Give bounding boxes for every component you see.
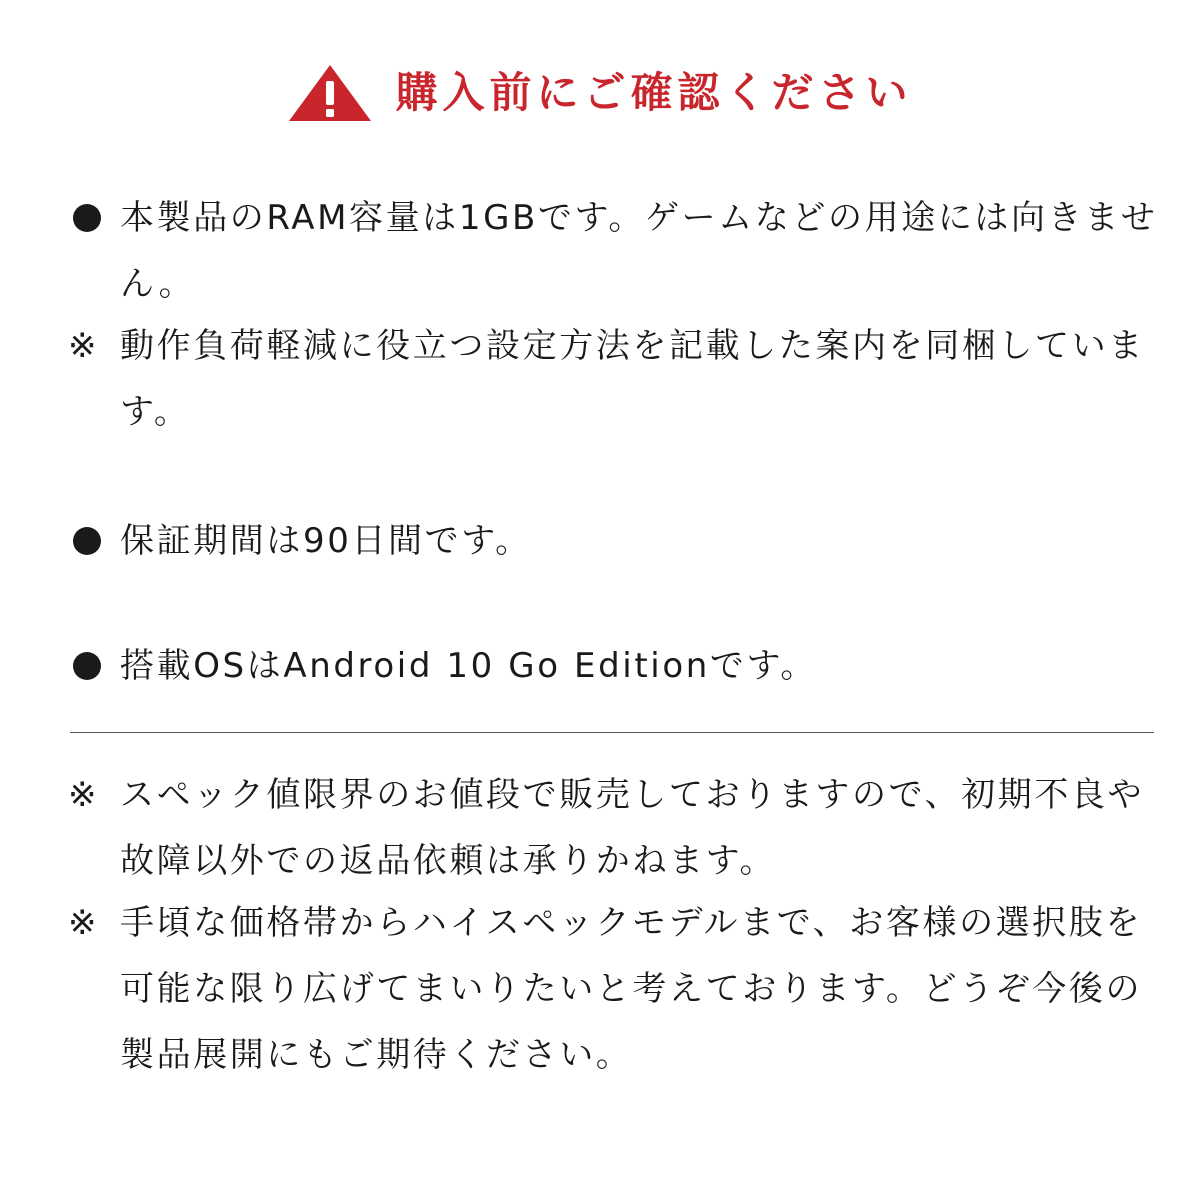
header <box>0 62 1200 124</box>
notice-item-settings-guide <box>68 313 1170 445</box>
notice-text: 動作負荷軽減に役立つ設定方法を記載した案内を同梱しています。 <box>120 326 1145 432</box>
warning-triangle-icon <box>287 63 373 123</box>
note-mark-symbol: ※ <box>68 775 100 815</box>
notice-text: 本製品のRAM容量は1GBです。ゲームなどの用途には向きません。 <box>120 198 1158 304</box>
bullet-dot-icon <box>73 652 101 680</box>
note-mark-symbol: ※ <box>68 326 100 366</box>
header-inner <box>287 63 912 123</box>
bullet-dot-icon <box>73 204 101 232</box>
bullet-dot-icon <box>73 527 101 555</box>
bullet-marker <box>68 185 108 251</box>
note-mark-symbol: ※ <box>68 903 100 943</box>
notice-item-ram <box>120 185 1170 317</box>
bullet-marker <box>68 633 108 699</box>
notice-item-warranty <box>120 508 1170 574</box>
notice-text: スペック値限界のお値段で販売しておりますので、初期不良や故障以外での返品依頼は承りかねます。 <box>120 775 1145 881</box>
notice-text: 保証期間は90日間です。 <box>120 521 532 561</box>
notice-text: 搭載OSはAndroid 10 Go Editionです。 <box>120 646 817 686</box>
note-marker <box>68 762 108 828</box>
bullet-marker <box>68 508 108 574</box>
notice-text: 手頃な価格帯からハイスペックモデルまで、お客様の選択肢を可能な限り広げてまいりたいと考えております。どうぞ今後の製品展開にもご期待ください。 <box>120 903 1143 1075</box>
notice-item-returns <box>68 762 1170 894</box>
notice-item-os <box>120 633 1170 699</box>
divider <box>70 732 1154 733</box>
note-marker <box>68 313 108 379</box>
notice-item-lineup <box>68 890 1170 1088</box>
page-title: 購入前にご確認ください <box>395 68 913 117</box>
note-marker <box>68 890 108 956</box>
